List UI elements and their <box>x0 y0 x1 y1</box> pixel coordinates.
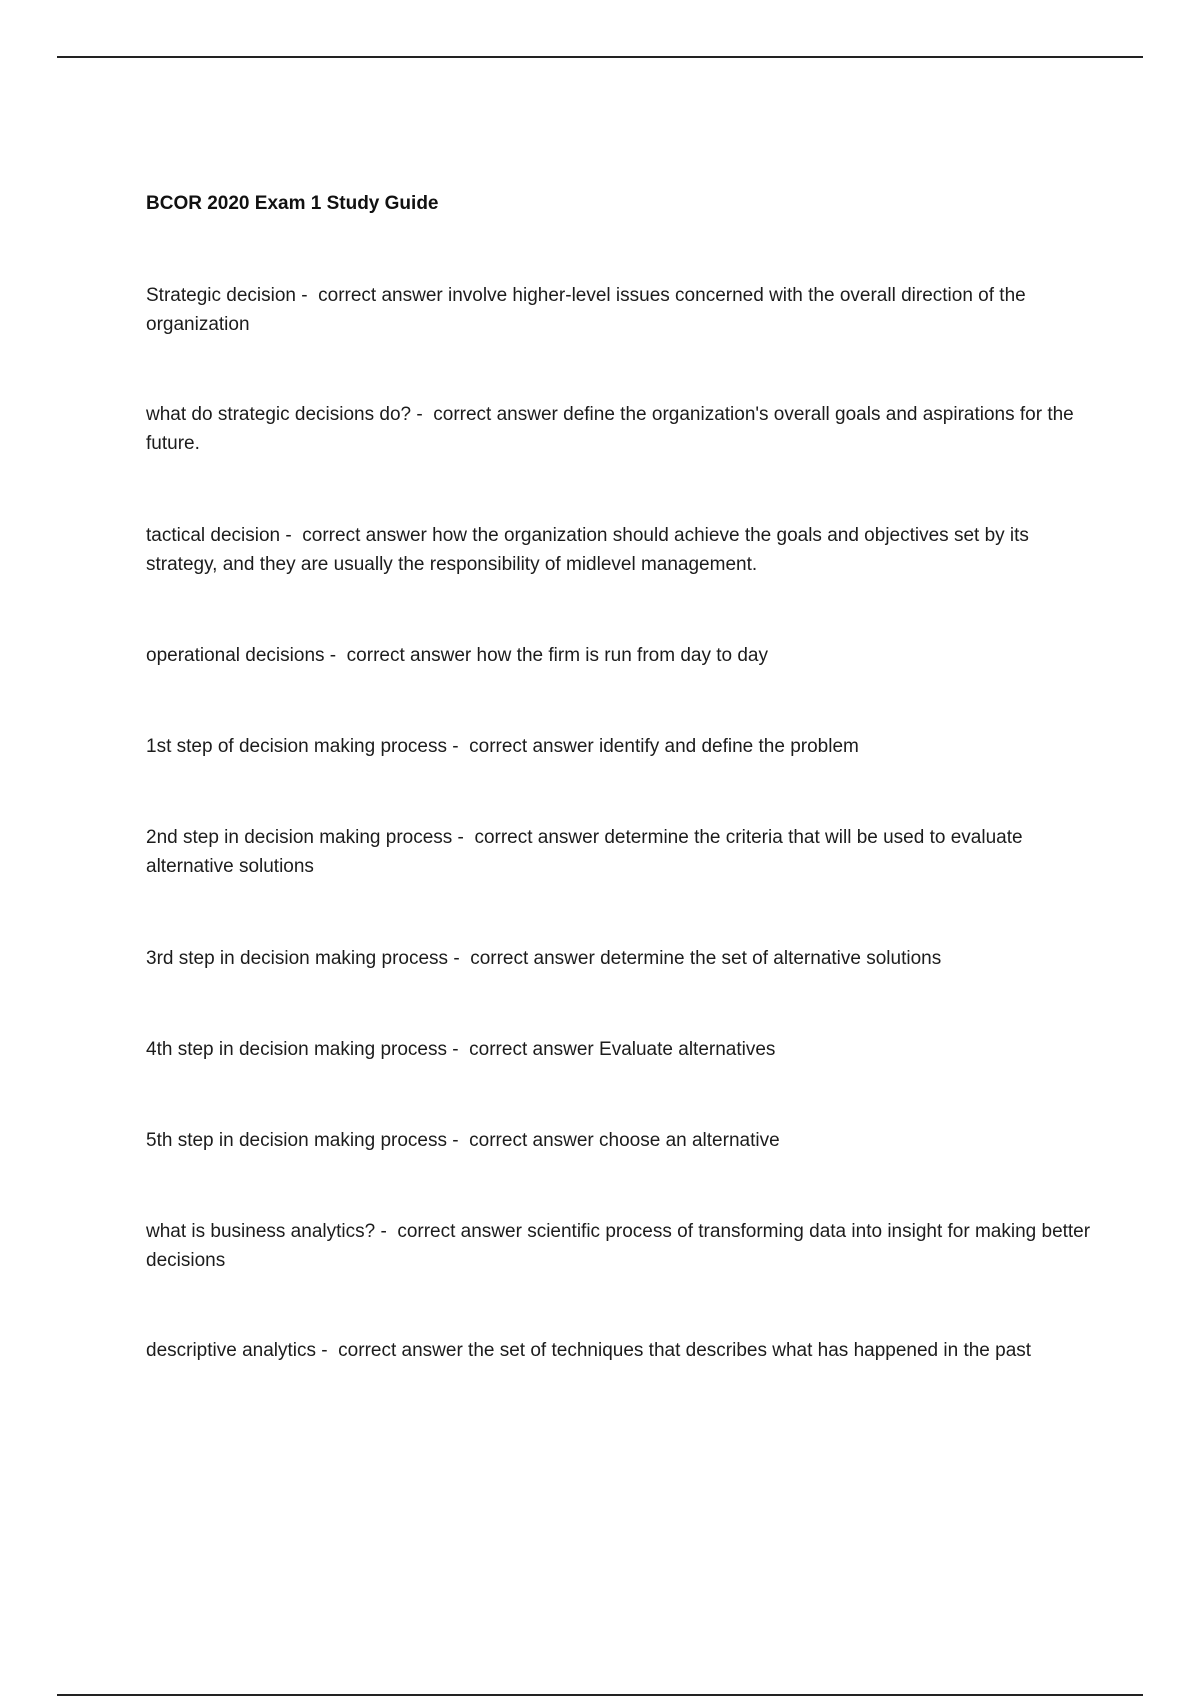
entry-descriptive-analytics: descriptive analytics - correct answer the set of techniques that describes what has happened in the past <box>146 1340 1032 1361</box>
entry-strategic-decision: Strategic decision - correct answer involve higher-level issues concerned with the overall direction of the organization <box>146 285 1031 335</box>
entry-tactical-decision: tactical decision - correct answer how the organization should achieve the goals and objectives set by its strategy, and they are usually the responsibility of midlevel management. <box>146 525 1035 575</box>
entry-strategic-decisions-purpose: what do strategic decisions do? - correct answer define the organization's overall goals and aspirations for the future. <box>146 404 1080 454</box>
entry-step-4: 4th step in decision making process - correct answer Evaluate alternatives <box>146 1039 776 1060</box>
entry-step-1: 1st step of decision making process - correct answer identify and define the problem <box>146 736 859 757</box>
header-rule <box>57 56 1143 58</box>
document-title: BCOR 2020 Exam 1 Study Guide <box>146 193 439 214</box>
entry-step-5: 5th step in decision making process - correct answer choose an alternative <box>146 1130 780 1151</box>
entry-step-3: 3rd step in decision making process - correct answer determine the set of alternative solutions <box>146 948 942 969</box>
entry-operational-decisions: operational decisions - correct answer how the firm is run from day to day <box>146 645 768 666</box>
entry-business-analytics: what is business analytics? - correct answer scientific process of transforming data into insight for making better decisions <box>146 1221 1096 1271</box>
footer-rule <box>57 1694 1143 1696</box>
entry-step-2: 2nd step in decision making process - correct answer determine the criteria that will be used to evaluate alternative solutions <box>146 827 1028 877</box>
